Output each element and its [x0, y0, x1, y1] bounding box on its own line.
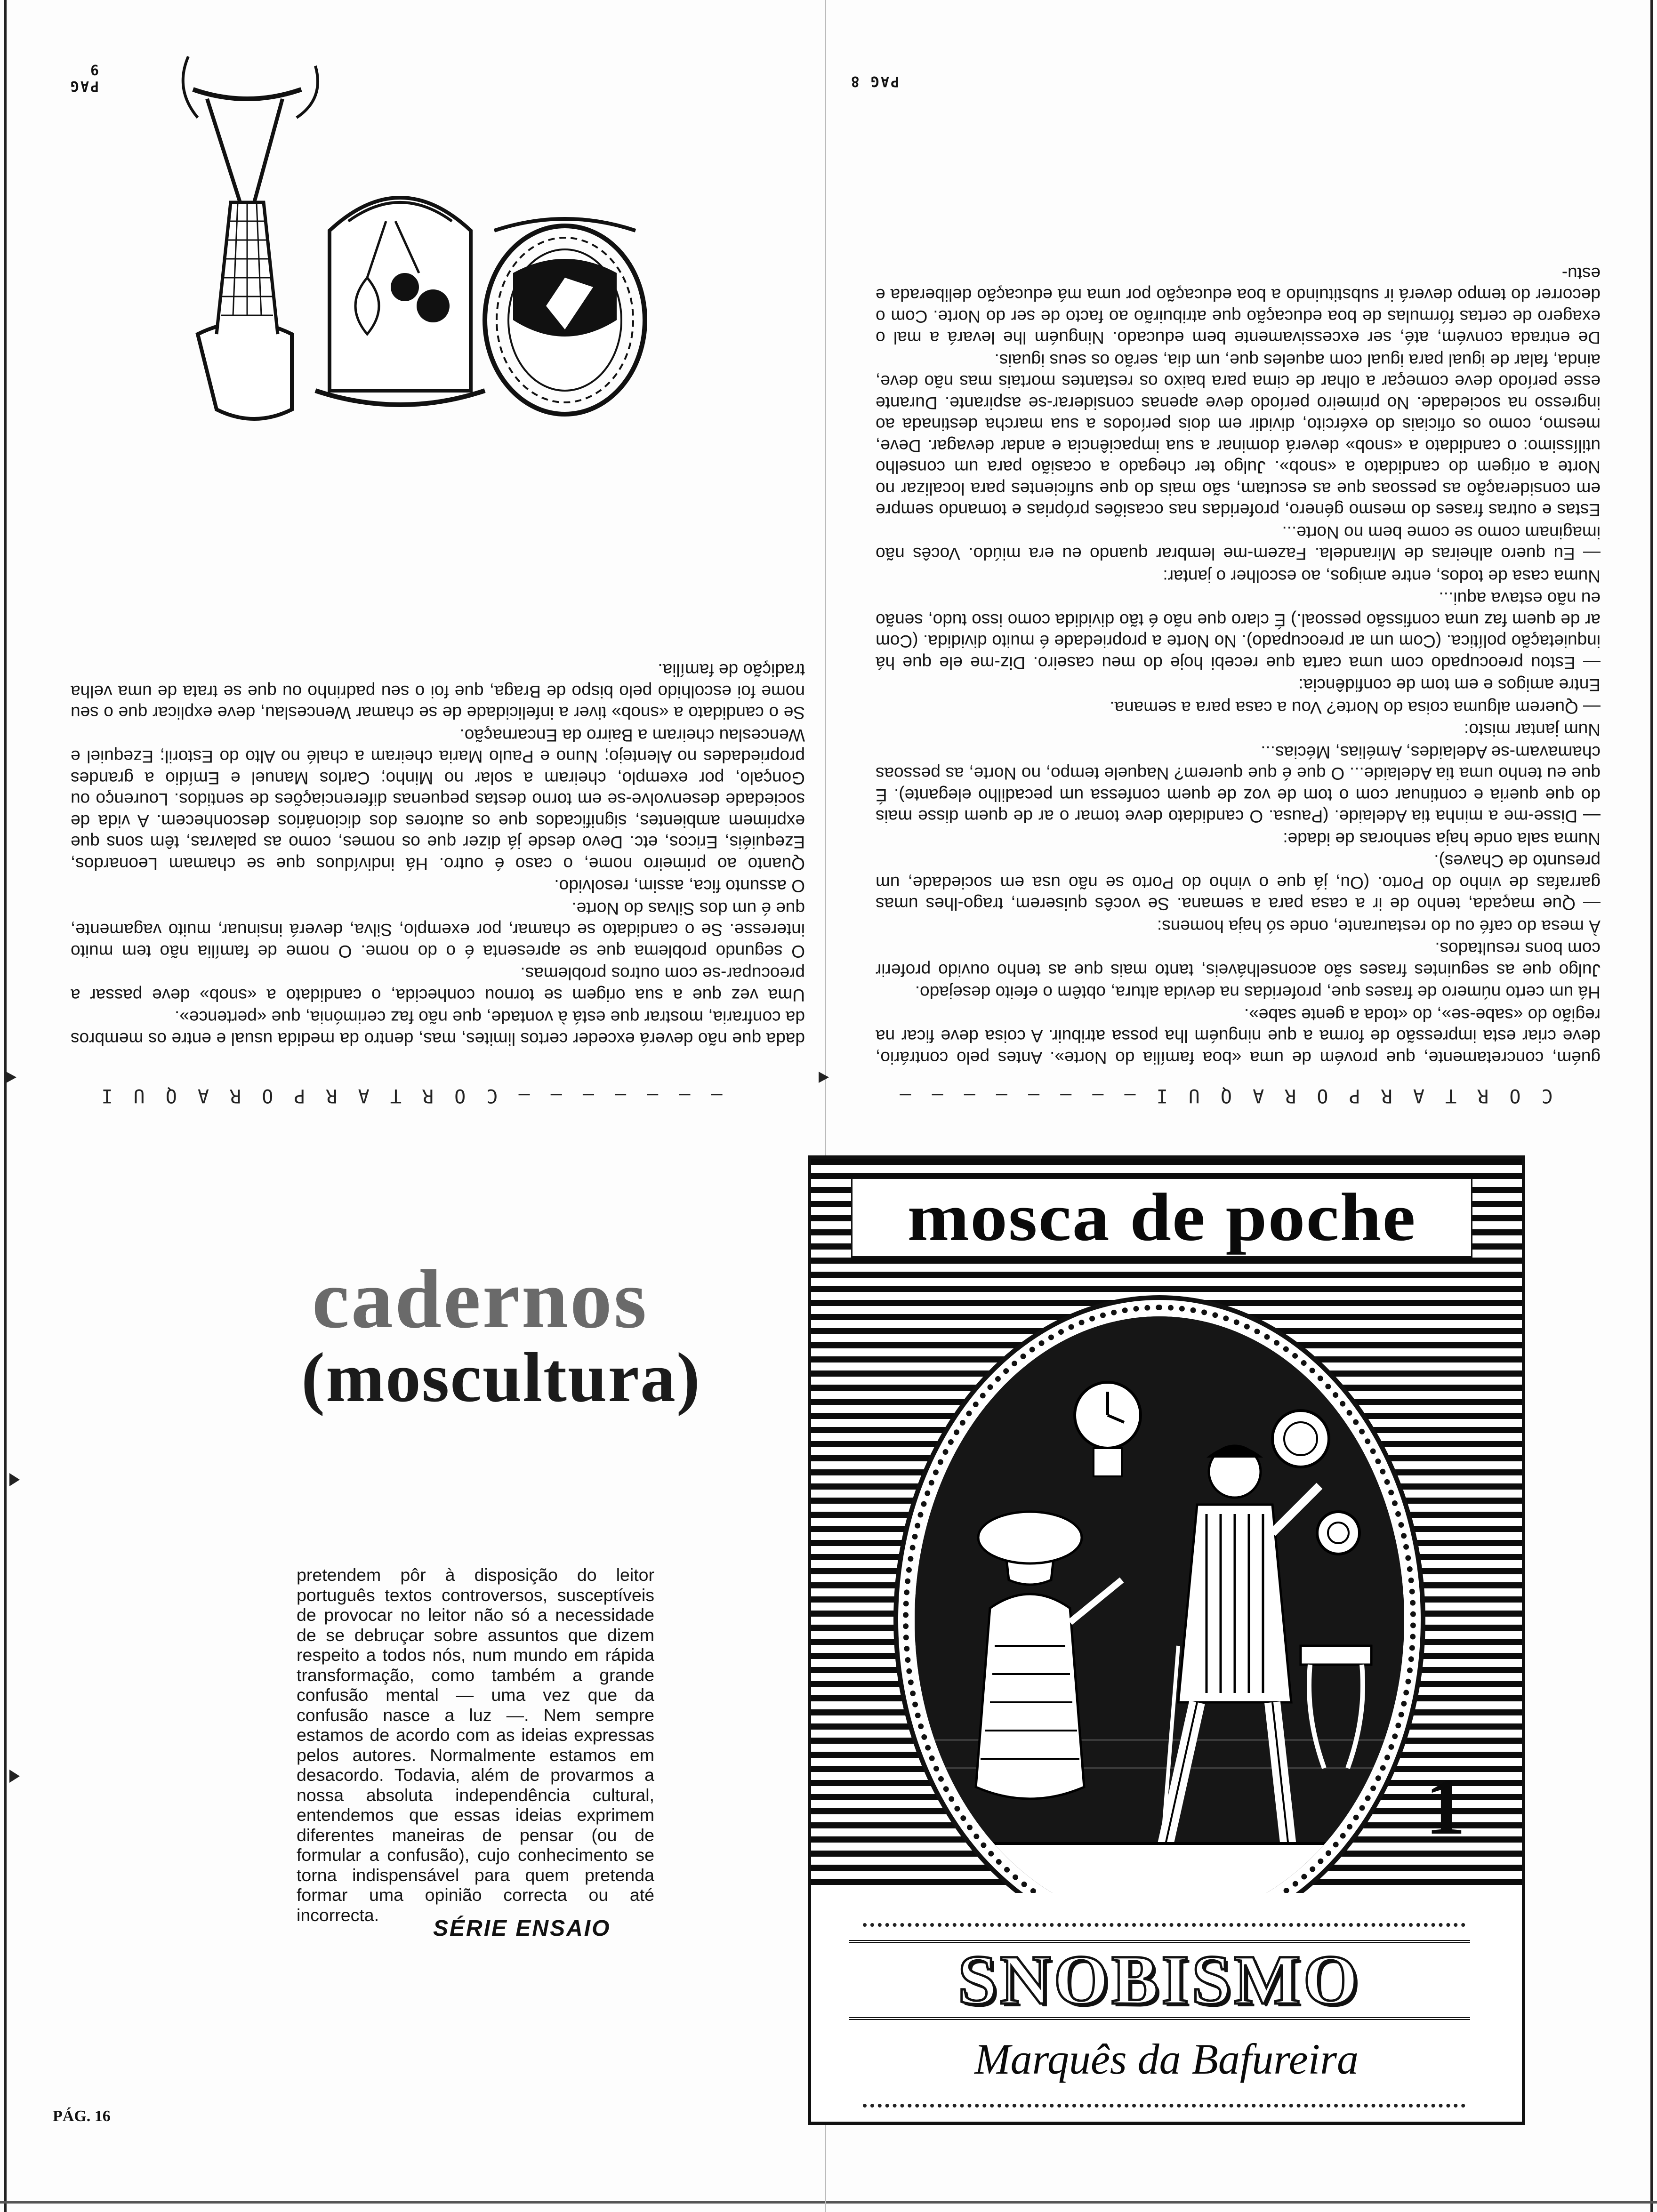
paragraph: — Estou preocupado com uma carta que recebi hoje do meu caseiro. Diz-me ele que há inquietação política. (Com um ar preocupado). No Norte a propriedade é muito dividida. (Com ar de quem faz uma confissão pessoal.) É claro que não é tão dividida como isso tudo, senão eu não estava aqui...	[876, 589, 1601, 673]
cadernos-title-line1: cadernos	[312, 1252, 649, 1346]
paragraph: guém, concretamente, que provém de uma «boa família do Norte». Antes pelo contrário, deve criar esta impressão de forma a que ninguém lha possa atribuir. A coisa deve ficar na região do «sabe-se», do «toda a gente sabe».	[876, 1005, 1601, 1067]
wall-plate-icon	[1317, 1512, 1359, 1554]
paragraph: Num jantar misto:	[1464, 720, 1601, 740]
paragraph: À mesa do café ou do restaurante, onde só haja homens:	[1157, 917, 1601, 936]
wall-plate-icon	[1272, 1411, 1329, 1467]
article-text-page-8	[876, 262, 1601, 1069]
paragraph: De entrada convém, até, ser excessivamente bem educado. Ninguém lhe levará a mal o exagero de certas fórmulas de boa educação que atribuirão ao facto de ser do Norte. Com o decorrer do tempo deverá ir substituindo a boa educação por uma má educação deliberada e estu-	[876, 264, 1601, 348]
paragraph: — Disse-me a minha tia Adelaide. (Pausa. O candidato deve tomar o ar de quem disse mais do que queria e continuar com o tom de voz de quem confessa um pecadilho elegante). É que eu tenho uma tia Adelaide... O que é que querem? Naquele tempo, no Norte, as pessoas chamavam-se Adelaides, Amélias, Mécias...	[876, 743, 1601, 826]
cover-issue-number: 1	[1425, 1763, 1465, 1851]
paragraph: Entre amigos e em tom de confidência:	[1298, 675, 1601, 695]
paragraph: Uma vez que a sua origem se tornou conhecida, o candidato a «snob» deve passar a preocupar-se com outros problemas.	[71, 964, 805, 1005]
paragraph: Numa casa de todos, entre amigos, ao escolher o jantar:	[1163, 567, 1601, 586]
paragraph: O assunto fica, assim, resolvido.	[554, 876, 805, 896]
paragraph: Julgo que as seguintes frases são aconselháveis, tanto mais que as tenho ouvido proferir com bons resultados.	[876, 939, 1601, 980]
page-edge-bottom	[0, 2201, 1657, 2204]
cover-illustration	[915, 1316, 1404, 1923]
cadernos-title-line2: (moscultura)	[301, 1338, 701, 1417]
cover-subtitle: SNOBISMO	[957, 1941, 1361, 2019]
page-number-label: PAG 9	[69, 61, 99, 94]
article-text-page-9	[71, 658, 805, 1050]
cover-author: Marquês da Bafureira	[974, 2035, 1359, 2083]
margin-arrow-icon	[9, 1770, 20, 1783]
page-edge-right	[1650, 0, 1653, 2212]
cover-subtitle-band	[849, 1940, 1470, 2020]
bell-jar-icon	[315, 198, 485, 405]
margin-arrow-icon	[9, 1473, 20, 1486]
paragraph: — Eu quero alheiras de Mirandela. Fazem-me lembrar quando eu era miúdo. Vocês não imaginam como se come bem no Norte...	[876, 523, 1601, 564]
paragraph: Numa sala onde haja senhoras de idade:	[1283, 829, 1601, 849]
book-cover	[808, 1155, 1525, 2125]
mirror-icon	[485, 219, 645, 414]
cover-bottom-panel	[811, 1893, 1522, 2125]
cadernos-title	[301, 1252, 701, 1419]
paragraph: — Que maçada, tenho de ir a casa para a semana. Se vocês quiserem, trago-lhes umas garrafas de vinho do Porto. (Ou, já que o vinho do Porto se não usa em sociedade, um presunto de Chaves).	[876, 851, 1601, 914]
cover-title: mosca de poche	[907, 1179, 1416, 1256]
cut-arrow-icon	[6, 1072, 16, 1083]
cadernos-intro-text: pretendem pôr à disposição do leitor português textos controversos, susceptíveis de provocar no leitor não só a necessidade de se debruçar sobre assuntos que dizem respeito a todos nós, num mundo em rápida transformação, como também a grande confusão mental — uma vez que da confusão nasce a luz —. Nem sempre estamos de acordo com as ideias expressas pelos autores. Normalmente estamos em desacordo. Todavia, além de provarmos a nossa absoluta independência cultural, entendemos que essas ideias exprimem diferentes maneiras de pensar (ou de formular a confusão), cujo conhecimento se torna indispensável para quem pretenda formar uma opinião correcta ou até incorrecta.	[297, 1565, 654, 1925]
cut-line-left: — — — — — — — C O R T A R P O R A Q U I	[97, 1085, 723, 1106]
series-label: SÉRIE ENSAIO	[433, 1916, 611, 1941]
paragraph: Estas e outras frases do mesmo género, proferidas nas ocasiões próprias e tomando sempre em consideração as pessoas que as escutam, são mais do que suficientes para localizar no Norte a origem do candidato a «snob». Julgo ter chegado a ocasião para um conselho utilíssimo: o candidato a «snob» deverá dominar a sua impaciência e andar devagar. Deve, mesmo, como os oficiais do exército, dividir em dois períodos a sua marcha destinada ao ingresso na sociedade. No primeiro período deve apenas considerar-se aspirante. Durante esse período deve começar a olhar de cima para baixo os restantes mortais mas não deve, ainda, falar de igual para igual com aqueles que, um dia, serão os seus iguais.	[876, 351, 1601, 520]
paragraph: Quanto ao primeiro nome, o caso é outro. Há indivíduos que se chamam Leonardos, Ezequiéis, Ericos, etc. Devo desde já dizer que os nomes, como as palavras, têm sons que exprimem ambientes, significados que os autores dos dicionários desconhecem. A vida de sociedade desenvolve-se em torno destas pequenas diferenciações de sentidos. Lourenço ou Gonçalo, por exemplo, cheiram a solar no Minho; Carlos Manuel e Emídio a grandes propriedades no Alentejo; Nuno e Paulo Maria cheiram a chalé no Alto do Estoril; Ezequiel e Wenceslau cheiram a Bairro da Encarnação.	[71, 726, 805, 874]
upside-down-page-9	[52, 61, 805, 1050]
dress-form-icon	[183, 56, 318, 419]
paragraph: O segundo problema que se apresenta é o do nome. O nome de família não tem muito interesse. Se o candidato se chamar, por exemplo, Silva, deverá insinuar, muito vagamente, que é um dos Silvas do Norte.	[71, 899, 805, 961]
dotted-rule	[863, 2104, 1465, 2108]
cut-arrow-icon	[819, 1072, 829, 1083]
dotted-rule	[863, 1923, 1465, 1927]
paragraph: Se o candidato a «snob» tiver a infelicidade de se chamar Wenceslau, deve explicar que o seu nome foi escolhido pelo bispo de Braga, que foi o seu padrinho ou que se trata de uma velha tradição de família.	[71, 660, 805, 723]
ornament-illustration	[165, 42, 706, 428]
cut-line-right: C O R T A R P O R A Q U I — — — — — — — —	[895, 1085, 1553, 1106]
snob-couple-illustration	[915, 1316, 1404, 1923]
page-number-label: PAG 8	[849, 73, 899, 89]
paragraph: Há um certo número de frases que, proferidas na devida altura, obtêm o efeito desejado.	[915, 983, 1601, 1002]
upside-down-page-8	[828, 56, 1601, 1068]
page-number-16: PÁG. 16	[53, 2108, 111, 2125]
paragraph: — Querem alguma coisa do Norte? Vou a casa para a semana.	[1110, 698, 1601, 717]
paragraph: dada que não deverá exceder certos limites, mas, dentro da medida usual e entre os membros da confraria, mostrar que está à vontade, que não faz cerimónia, que «pertence».	[71, 1008, 805, 1049]
cover-title-box	[851, 1178, 1472, 1258]
page-edge-left	[4, 0, 7, 2212]
